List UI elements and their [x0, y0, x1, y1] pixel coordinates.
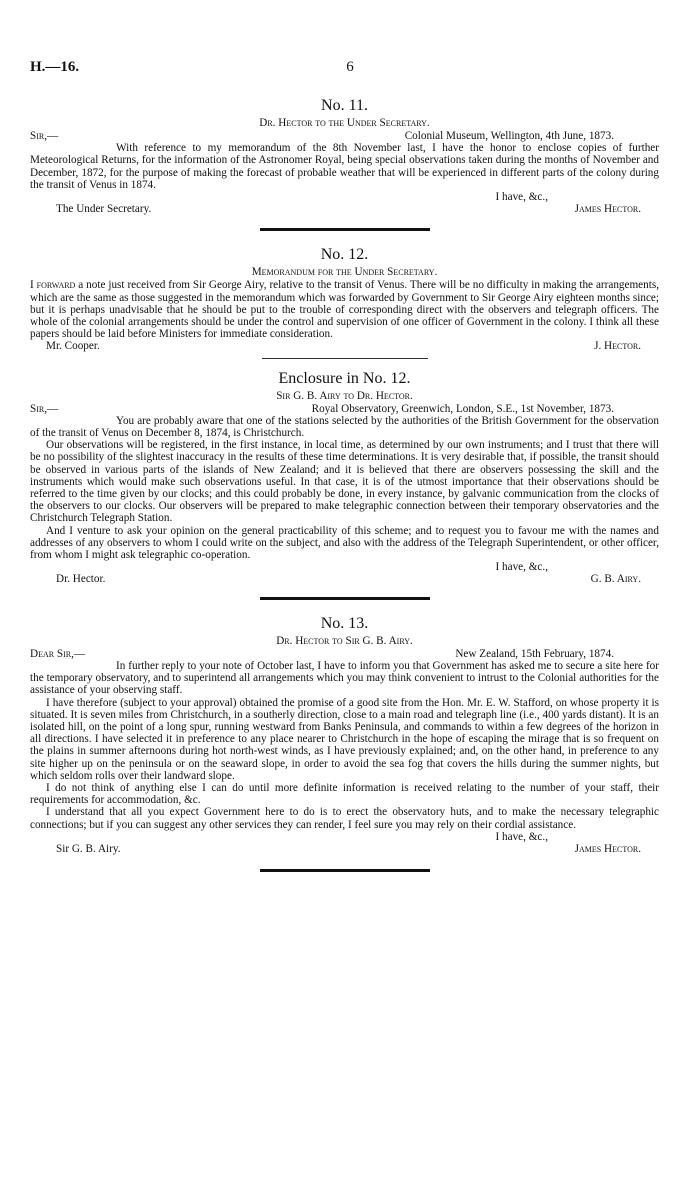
- paragraph: I have therefore (subject to your approval) obtained the promise of a good site from the Hon. Mr. E. W. Stafford, on whose property it is situated. It is seven miles from Christchurch, in a southerly direction, close to a main road and telegraph line (i.e., 400 yards distant). It is an isolated hill, on the point of a long spur, running westward from Banks Peninsula, and commands to within a few degrees of the horizon in all directions. I have selected it in preference to any place nearer to Christchurch in the hope of escaping the mirage that is so frequent on the plains in summer afternoons during hot north-west winds, as I have previously explained; and, on the other hand, in preference to any site higher up on the peninsula or on the seaward slope, in order to avoid the sea fog that covers the hills during the summer nights, but which seldom rolls over their landward slope.: [30, 696, 659, 782]
- closing: I have, &c.,: [495, 191, 548, 204]
- paragraph: In further reply to your note of October last, I have to inform you that Government has asked me to secure a site here for the temporary observatory, and to superintend all arrangements which you may think convenient to intrust to the Colonial authorities for the assistance of your observing staff.: [30, 659, 659, 697]
- salutation-row: [30, 130, 659, 142]
- section-number: No. 12.: [320, 246, 369, 264]
- paragraph: I understand that all you expect Government here to do is to erect the observatory huts, and to make the necessary telegraphic connections; but if you can suggest any other services they can render, I feel sure you may rely on their cordial assistance.: [30, 806, 659, 831]
- addressee: Sir G. B. Airy.: [56, 842, 121, 855]
- place-date: New Zealand, 15th February, 1874.: [455, 647, 614, 660]
- addressee: The Under Secretary.: [56, 203, 152, 216]
- paragraph: And I venture to ask your opinion on the general practicability of this scheme; and to request you to favour me with the names and addresses of any observers to whom I could write on the subject, and also with the address of the Telegraph Superintendent, or other officer, from whom I might ask telegraphic co-operation.: [30, 524, 659, 562]
- section-number: No. 11.: [321, 97, 368, 114]
- letter-no-11: [30, 96, 659, 215]
- signature: James Hector.: [574, 203, 641, 216]
- letter-no-13: [30, 614, 659, 855]
- signature-row: [30, 203, 659, 215]
- enclosure-no-12: [30, 369, 659, 586]
- section-subtitle: Dr. Hector to Sir G. B. Airy.: [276, 634, 413, 647]
- signature: J. Hector.: [594, 340, 641, 353]
- document-code: H.—16.: [30, 59, 80, 75]
- salutation: Sir,—: [30, 130, 59, 142]
- closing: I have, &c.,: [495, 830, 548, 843]
- addressee: Dr. Hector.: [56, 573, 106, 586]
- section-divider: [260, 869, 430, 872]
- signature: James Hector.: [574, 842, 641, 855]
- paragraph: With reference to my memorandum of the 8th November last, I have the honor to enclose copies of further Meteorological Returns, for the information of the Astronomer Royal, being special observations taken during the months of November and December, 1872, for the purpose of making the forecast of probable weather that will be experienced in different parts of the colony during the transit of Venus in 1874.: [30, 142, 659, 191]
- page-number: 6: [346, 59, 354, 75]
- lead-caps: I forward: [30, 279, 76, 292]
- document-body: [30, 96, 659, 872]
- place-date: Royal Observatory, Greenwich, London, S.E., 1st November, 1873.: [311, 402, 614, 415]
- signature-row: [30, 340, 659, 352]
- signature-row: [30, 843, 659, 855]
- paragraph: I do not think of anything else I can do until more definite information is received relating to the number of your staff, their requirements for accommodation, &c.: [30, 781, 659, 807]
- section-subtitle: Memorandum for the Under Secretary.: [251, 266, 438, 279]
- paragraph: [30, 279, 659, 340]
- place-date: Colonial Museum, Wellington, 4th June, 1873.: [404, 130, 614, 142]
- salutation-row: [30, 648, 659, 660]
- memorandum-no-12: [30, 245, 659, 352]
- paragraph-text: a note just received from Sir George Airy, relative to the transit of Venus. There will be no difficulty in making the arrangements, which are the same as those suggested in the memorandum which was forwarded by Government to Sir George Airy eighteen months since; but it is perhaps unadvisable that he should be put to the trouble of corresponding direct with the observers and telegraph officers. The whole of the colonial arrangements should be under the control and supervision of one officer of Government in the colony. I think all these papers should be laid before Ministers for immediate consideration.: [30, 279, 659, 341]
- salutation: Dear Sir,—: [30, 647, 86, 660]
- signature: G. B. Airy.: [590, 573, 641, 586]
- salutation: Sir,—: [30, 402, 59, 415]
- section-number: No. 13.: [320, 614, 369, 632]
- salutation-row: [30, 403, 659, 415]
- section-subtitle: Dr. Hector to the Under Secretary.: [259, 117, 430, 129]
- paragraph: Our observations will be registered, in the first instance, in local time, as determined by our own instruments; and I trust that there will be no possibility of the slightest inaccuracy in the results of these time determinations. It is very desirable that, if possible, the transit should be observed in various parts of the islands of New Zealand; and it is believed that there are observers possessing the skill and the instruments which would make such observations useful. In that case, it is of the utmost importance that their observations should be referred to the time given by our clocks; and this could probably be done, in every instance, by galvanic communication from the clocks of the observers to our clocks. Our observers will be prepared to make telegraphic connection between their temporary observatories and the Christchurch Telegraph Station.: [30, 439, 659, 525]
- signature-row: [30, 573, 659, 585]
- paragraph: You are probably aware that one of the stations selected by the authorities of the British Government for the observation of the transit of Venus on December 8, 1874, is Christchurch.: [30, 414, 659, 440]
- section-number: Enclosure in No. 12.: [278, 369, 411, 387]
- closing: I have, &c.,: [495, 561, 548, 574]
- section-subtitle: Sir G. B. Airy to Dr. Hector.: [276, 389, 413, 402]
- addressee: Mr. Cooper.: [46, 340, 100, 353]
